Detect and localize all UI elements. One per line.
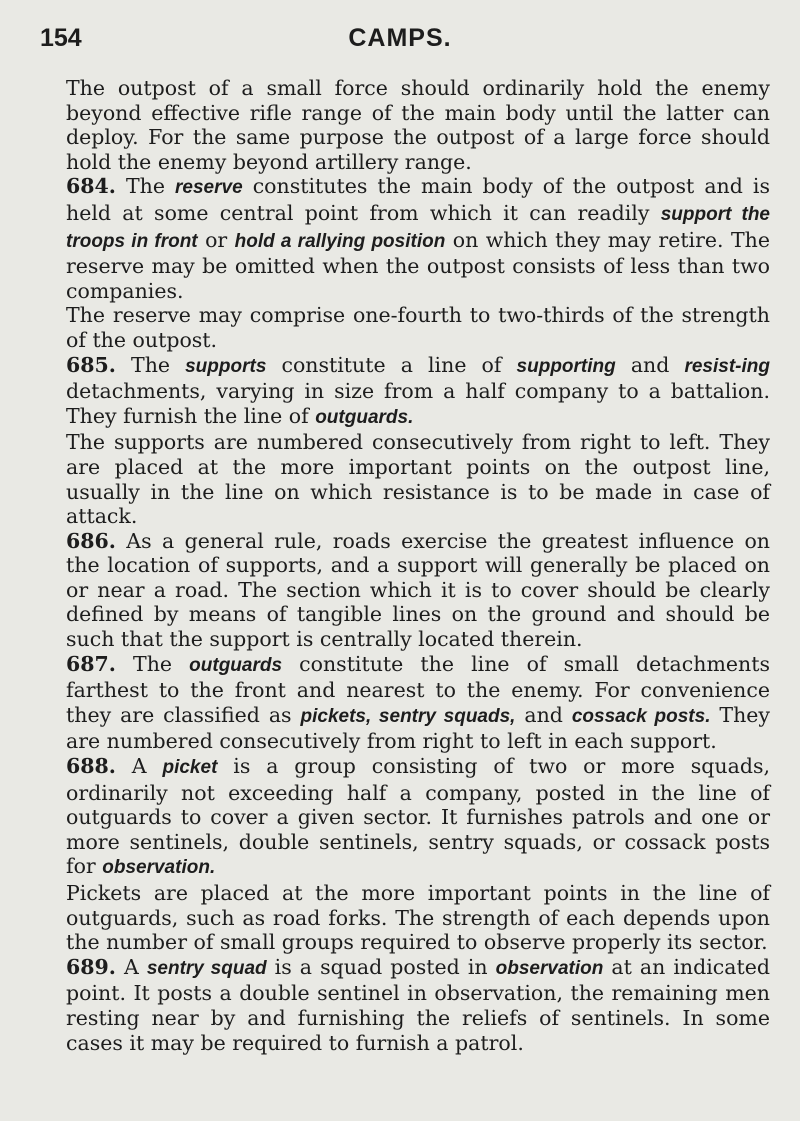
emphasis: resist-ing [684,355,770,377]
paragraph-number: 689. [66,954,116,979]
paragraph-684: 684. The reserve constitutes the main body of the outpost and is held at some central point from which it can readily support the troops in front or hold a rallying position on which they may retire. The reserve may be omitted when the outpost consists of less than two companies. [66,174,770,303]
paragraph-intro: The outpost of a small force should ordinarily hold the enemy beyond effective rifle range of the main body until the latter can deploy. For the same purpose the outpost of a large force should hold the enemy beyond artillery range. [66,76,770,174]
emphasis: observation. [102,857,216,879]
paragraph-number: 685. [66,352,116,377]
emphasis: support the troops in front [66,203,770,252]
paragraph-number: 686. [66,528,116,553]
emphasis: supports [185,355,267,377]
emphasis: supporting [516,355,616,377]
emphasis: outguards. [315,406,414,428]
paragraph-689: 689. A sentry squad is a squad posted in observation at an indicated point. It posts a double sentinel in observation, the remaining men resting near by and furnishing the reliefs of sentinels. In some cases it may be required to furnish a patrol. [66,954,770,1055]
paragraph-686: 686. As a general rule, roads exercise the greatest influence on the location of supports, and a support will generally be placed on or near a road. The section which it is to cover should be clearly defined by means of tangible lines on the ground and should be such that the support is centrally located therein. [66,528,770,652]
body-text [66,76,770,1055]
emphasis: reserve [175,177,243,199]
page-number: 154 [40,24,82,52]
emphasis: observation [495,957,604,979]
paragraph-number: 687. [66,651,116,676]
emphasis: outguards [189,654,283,676]
paragraph-number: 684. [66,174,116,199]
emphasis: picket [162,757,218,779]
emphasis: cossack posts. [571,705,711,727]
paragraph-number: 688. [66,754,116,779]
emphasis: hold a rallying position [234,230,446,252]
page-header [40,20,760,60]
paragraph-685: 685. The supports constitute a line of supporting and resist-ing detachments, varying in size from a half company to a battalion. They furnish the line of outguards. [66,352,770,428]
paragraph-688-b: Pickets are placed at the more important points in the line of outguards, such as road forks. The strength of each depends upon the number of small groups required to observe properly its sector. [66,881,770,955]
paragraph-688: 688. A picket is a group consisting of two or more squads, ordinarily not exceeding half a company, posted in the line of outguards to cover a given sector. It furnishes patrols and one or more sentinels, double sentinels, sentry squads, or cossack posts for observation. [66,754,770,879]
paragraph-687: 687. The outguards constitute the line of small detachments farthest to the front and nearest to the enemy. For convenience they are classified as pickets, sentry squads, and cossack posts. They are numbered consecutively from right to left in each support. [66,651,770,754]
emphasis: sentry squad [146,957,267,979]
paragraph-684-b: The reserve may comprise one-fourth to two-thirds of the strength of the outpost. [66,303,770,352]
emphasis: pickets, sentry squads, [300,705,516,727]
paragraph-685-b: The supports are numbered consecutively from right to left. They are placed at the more important points on the outpost line, usually in the line on which resistance is to be made in case of attack. [66,430,770,529]
running-title: CAMPS. [348,24,452,52]
